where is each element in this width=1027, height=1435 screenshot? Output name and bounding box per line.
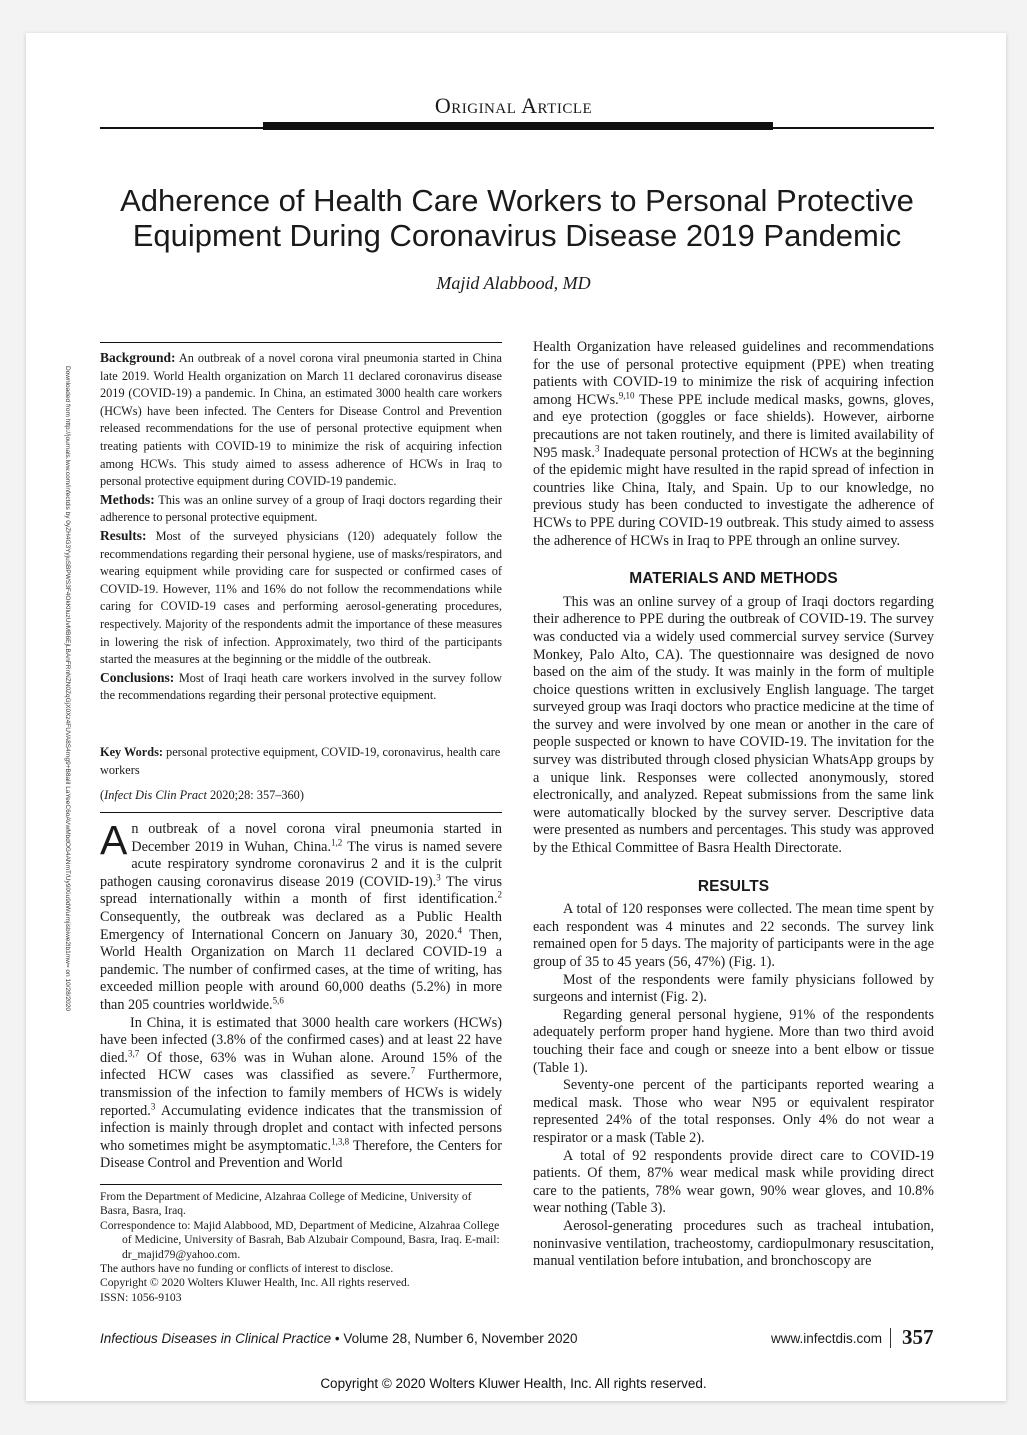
footnote-copyright: Copyright © 2020 Wolters Kluwer Health, Inc. All rights reserved.	[100, 1276, 410, 1290]
footnote-affiliation: From the Department of Medicine, Alzahraa College of Medicine, University of Basra, Basra, Iraq.	[100, 1190, 472, 1218]
ref-sup: 9,10	[618, 390, 635, 401]
results-paragraph-3: Regarding general personal hygiene, 91% of the respondents adequately perform proper hand hygiene. More than two third avoid touching their face and cough or sneeze into a bent elbow or tissue (Table 1).	[533, 1006, 934, 1076]
intro-p2-text-b: Of those, 63% was in Wuhan alone. Around 15% of the infected HCW cases was classified as severe.	[100, 1049, 502, 1084]
footer-website-link[interactable]: www.infectdis.com	[770, 1331, 882, 1346]
header-rule-thick	[263, 122, 773, 130]
abstract-results-label: Results:	[100, 527, 147, 543]
intro-p1-text-c: The virus spread internationally within a month of first identification.	[100, 873, 502, 908]
abstract	[100, 349, 502, 705]
abstract-methods-label: Methods:	[100, 491, 155, 507]
keywords	[100, 744, 502, 779]
footnote-issn: ISSN: 1056-9103	[100, 1290, 182, 1304]
section-label: Original Article	[434, 93, 593, 118]
intro-p2-text-d: Accumulating evidence indicates that the transmission of infection is mainly through droplet and contact with infected persons who sometimes might be asymptomatic.	[100, 1102, 502, 1154]
ref-sup: 3,7	[127, 1047, 140, 1058]
abstract-methods	[100, 491, 502, 527]
citation-details: 2020;28: 357–360)	[206, 788, 304, 802]
intro-p1-text-b: The virus is named severe acute respiratory syndrome coronavirus 2 and it is the culprit pathogen causing coronavirus disease 2019 (COVID-19).	[100, 838, 503, 890]
right-p1-text-a: Health Organization have released guidelines and recommendations for the use of personal protective equipment (PPE) when treating patients with COVID-19 to minimize the risk of acquiring infection among HCWs.	[533, 339, 934, 408]
drop-cap: A	[100, 817, 128, 863]
methods-heading: MATERIALS AND METHODS	[629, 570, 838, 588]
abstract-background-text: An outbreak of a novel corona viral pneumonia started in China late 2019. World Health organization on March 11 declared coronavirus disease 2019 (COVID-19) a pandemic. In China, an estimated 3000 health care workers (HCWs) have been infected. The Centers for Disease Control and Prevention released recommendations for the use of personal protective equipment when treating patients with COVID-19 to minimize the risk of acquiring infection among HCWs. This study aimed to assess adherence of HCWs in Iraq to personal protective equipment during COVID-19 pandemic.	[100, 351, 502, 489]
intro-p1-text-e: Then, World Health Organization on March 11 declared COVID-19 a pandemic. The number of confirmed cases, at the time of writing, has exceeded million people with around 60,000 deaths (5.2%) in more than 205 countries worldwide.	[100, 926, 502, 1013]
page-number: 357	[902, 1325, 934, 1349]
right-column	[533, 339, 934, 1271]
results-paragraph-2: Most of the respondents were family physicians followed by surgeons and internist (Fig. 2).	[533, 971, 934, 1006]
intro-p2-text-c: Furthermore, transmission of the infection to family members of HCWs is widely reported.	[100, 1067, 503, 1119]
abstract-rule-bottom	[100, 812, 502, 813]
right-p1-text-c: Inadequate personal protection of HCWs at the beginning of the epidemic might have resulted in the rapid spread of infection in countries like China, Italy, and Spain. Up to our knowledge, no previous study has been conducted to investigate the adherence of HCWs to PPE during COVID-19 outbreak. This study aimed to assess the adherence of HCWs in Iraq to PPE through an online survey.	[533, 444, 934, 549]
footnote-rule	[100, 1184, 502, 1185]
introduction	[100, 817, 503, 1173]
abstract-results-text: Most of the surveyed physicians (120) adequately follow the recommendations regarding their personal hygiene, use of masks/respirators, and wearing equipment while providing care for suspected or confirmed cases of COVID-19. However, 11% and 16% do not follow the recommendations while caring for COVID-19 cases and performing aerosol-generating procedures, respectively. Majority of the respondents admit the importance of these measures in lowering the risk of infection. Approximately, two third of the participants started the measures at the beginning or the middle of the outbreak.	[100, 528, 502, 667]
intro-paragraph-2	[100, 1015, 502, 1173]
footer-issue: Volume 28, Number 6, November 2020	[343, 1331, 578, 1346]
abstract-methods-text: This was an online survey of a group of Iraqi doctors regarding their adherence to personal protective equipment.	[100, 492, 502, 525]
ref-sup: 1,2	[331, 836, 343, 847]
intro-paragraph-1	[100, 817, 503, 1015]
footnotes	[100, 1190, 502, 1305]
results-heading: RESULTS	[697, 877, 770, 895]
footer-bullet: •	[334, 1331, 340, 1346]
ref-sup: 3	[150, 1100, 156, 1111]
citation-journal: Infect Dis Clin Pract	[104, 788, 207, 802]
abstract-conclusions-label: Conclusions:	[100, 669, 175, 685]
keywords-label: Key Words:	[100, 745, 163, 759]
ref-sup: 3	[594, 442, 600, 453]
abstract-rule-top	[100, 342, 502, 343]
ref-sup: 1,3,8	[331, 1135, 350, 1146]
results-paragraph-1: A total of 120 responses were collected. The mean time spent by each respondent was 4 minutes and 22 seconds. The survey link remained open for 5 days. The majority of participants were in the age group of 35 to 45 years (56, 47%) (Fig. 1).	[533, 901, 934, 970]
ref-sup: 3	[436, 872, 441, 883]
methods-paragraph: This was an online survey of a group of Iraqi doctors regarding their adherence to PPE during the outbreak of COVID-19. The survey was conducted via a widely used commercial survey service (Survey Monkey, Palo Alto, CA). The questionnaire was designed de novo based on the aim of the study. It was mainly in the form of multiple choice questions written in exclusively English language. The target surveyed group was Iraqi doctors who practice medicine at the time of the survey and were involved by one mean or another in the care of people suspected or known to have COVID-19. The invitation for the survey was distributed through closed physician WhatsApp groups by a unique link. Responses were collected anonymously, stored electronically, and analyzed. Repeat submissions from the same link were automatically blocked by the survey server. Descriptive data were presented as numbers and percentages. This study was approved by the Ethical Committee of Basra Health Directorate.	[533, 593, 934, 857]
results-paragraph-6: Aerosol-generating procedures such as tracheal intubation, noninvasive ventilation, tracheostomy, cardiopulmonary resuscitation, manual ventilation before intubation, and bronchoscopy are	[533, 1217, 934, 1270]
intro-p1-text-a: n outbreak of a novel corona viral pneumonia started in December 2019 in Wuhan, China.	[131, 821, 502, 855]
intro-p1-text-d: Consequently, the outbreak was declared as a Public Health Emergency of International Concern on January 30, 2020.	[100, 908, 502, 943]
copyright-bar: Copyright © 2020 Wolters Kluwer Health, Inc. All rights reserved.	[320, 1376, 707, 1391]
footer-journal-name: Infectious Diseases in Clinical Practice	[100, 1331, 332, 1346]
footer-journal	[100, 1331, 578, 1346]
abstract-conclusions	[100, 669, 502, 705]
ref-sup: 5,6	[272, 995, 284, 1006]
abstract-background	[100, 349, 502, 491]
author-line: Majid Alabbood, MD	[436, 273, 591, 293]
ref-sup: 4	[457, 924, 462, 935]
footer-separator	[890, 1328, 891, 1348]
right-p1-text-b: These PPE include medical masks, gowns, gloves, and eye protection (goggles or face shields). However, airborne precautions are not taken routinely, and there is limited availability of N95 mask.	[533, 391, 934, 461]
article-title: Adherence of Health Care Workers to Personal Protective Equipment During Coronavirus Disease 2019 Pandemic	[120, 183, 914, 253]
ref-sup: 2	[497, 889, 502, 900]
abstract-background-label: Background:	[100, 350, 176, 365]
results-paragraph-4: Seventy-one percent of the participants reported wearing a medical mask. Those who wear N95 or equivalent respirator represented 24% of the total responses. Only 4% do not wear a respirator or a mask (Table 2).	[533, 1077, 934, 1146]
footnote-correspondence: Correspondence to: Majid Alabbood, MD, Department of Medicine, Alzahraa College of Medicine, University of Basrah, Bab Alzubair Compound, Basra, Iraq. E-mail: dr_majid79@yahoo.com.	[100, 1218, 500, 1261]
keywords-text: personal protective equipment, COVID-19, coronavirus, health care workers	[100, 745, 501, 777]
download-watermark: Downloaded from http://journals.lww.com/infectdis by 0yZH4G3YyjuSBPWS3F4OkKlluzUvMB6EjLBAnFRnNZN0ZqGjX0Xz4FUVA8S4rng9+B8alil LaYeeC6oAVwMbdOG4ANmT/Uy9lXiu9dWuimjisbiwe2lb1mw= on 10/28/2020	[64, 366, 71, 1011]
intro-p2-text-a: In China, it is estimated that 3000 health care workers (HCWs) have been infected (3.8% of the confirmed cases) and at least 22 have died.	[100, 1014, 502, 1066]
citation: (Infect Dis Clin Pract 2020;28: 357–360)	[100, 788, 304, 802]
abstract-results	[100, 527, 502, 669]
results-paragraph-5: A total of 92 respondents provide direct care to COVID-19 patients. Of them, 87% wear medical mask while providing direct care to the patients, 78% wear gown, 90% wear gloves, and 10.8% wear nothing (Table 3).	[533, 1147, 934, 1217]
ref-sup: 7	[410, 1065, 416, 1076]
intro-p2-text-e: Therefore, the Centers for Disease Control and Prevention and World	[100, 1137, 502, 1172]
right-paragraph-1	[533, 339, 934, 550]
footnote-funding: The authors have no funding or conflicts of interest to disclose.	[100, 1262, 394, 1276]
abstract-conclusions-text: Most of Iraqi heath care workers involved in the survey follow the recommendations regarding their personal protective equipment.	[100, 670, 503, 703]
